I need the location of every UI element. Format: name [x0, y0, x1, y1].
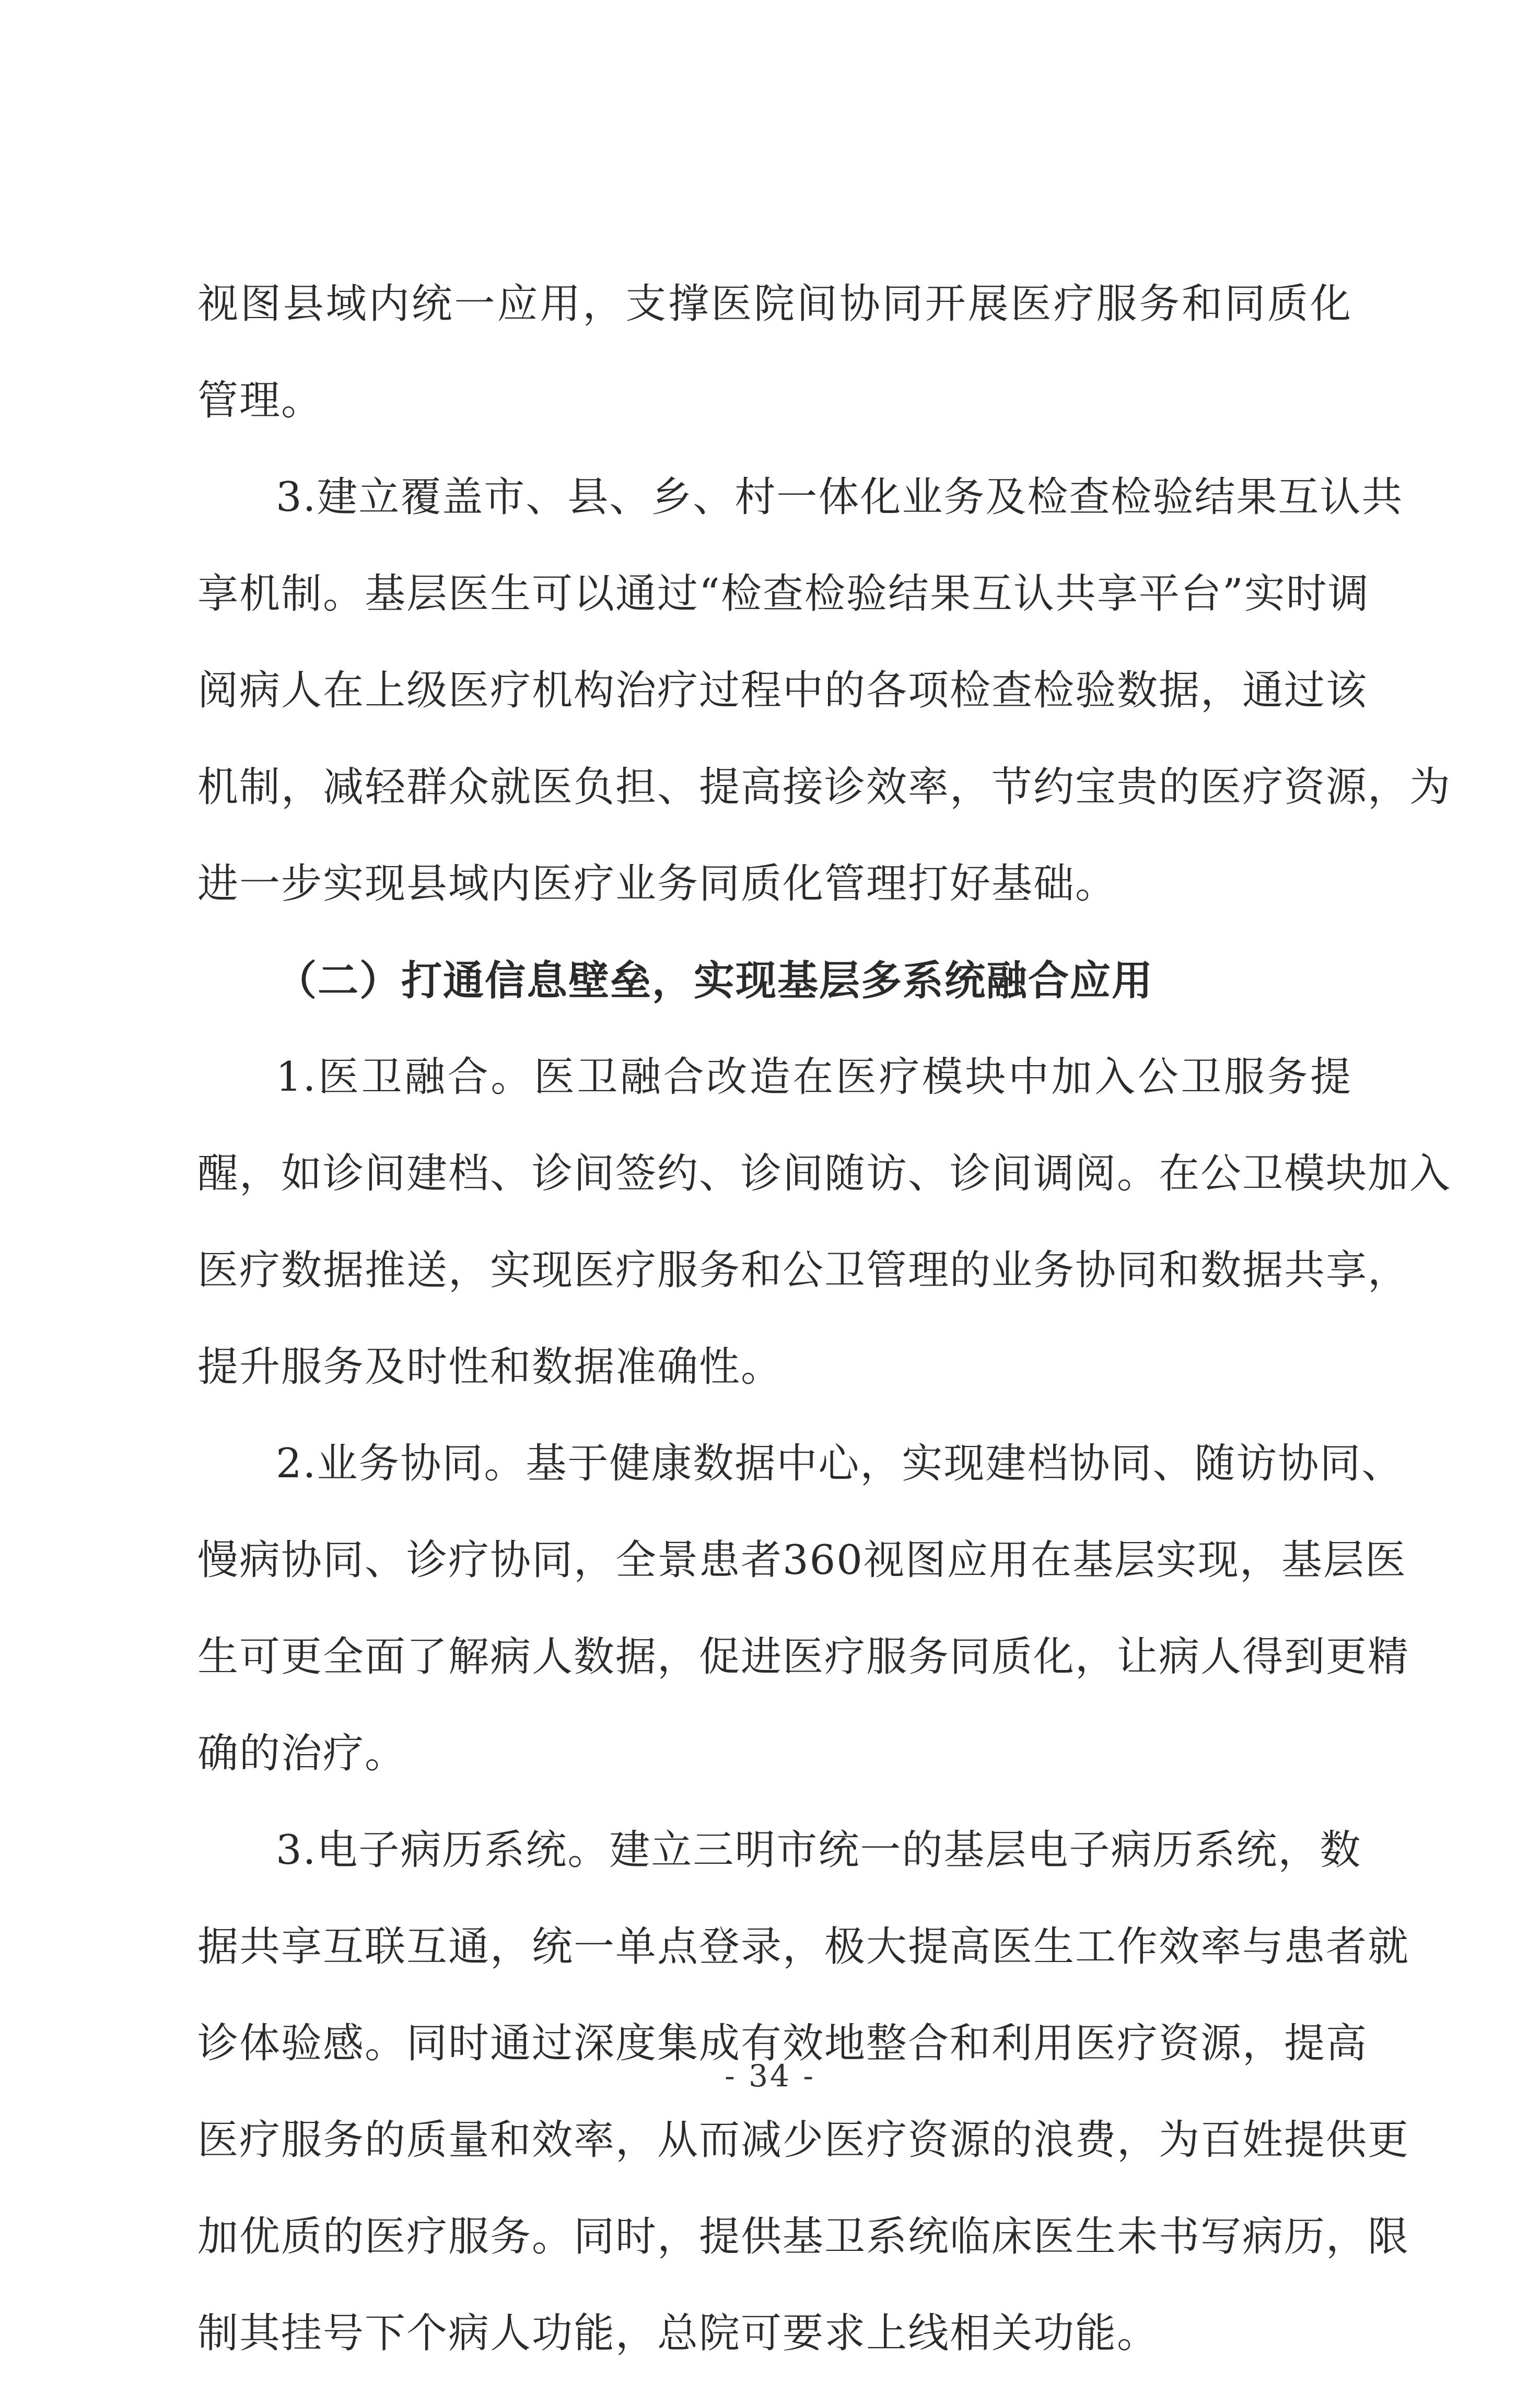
text-line: 确的治疗。 — [197, 1730, 407, 1777]
text-line: 据共享互联互通，统一单点登录，极大提高医生工作效率与患者就 — [197, 1923, 1410, 1970]
page-number: - 34 - — [725, 2058, 815, 2094]
text-line: 3.建立覆盖市、县、乡、村一体化业务及检查检验结果互认共 — [276, 474, 1404, 521]
section-heading: （二）打通信息壁垒，实现基层多系统融合应用 — [276, 957, 1154, 1005]
text-line: 管理。 — [197, 377, 323, 424]
text-line: 生可更全面了解病人数据，促进医疗服务同质化，让病人得到更精 — [197, 1633, 1410, 1680]
text-line: 制其挂号下个病人功能，总院可要求上线相关功能。 — [197, 2310, 1159, 2357]
text-line: 提升服务及时性和数据准确性。 — [197, 1344, 783, 1391]
text-line: 阅病人在上级医疗机构治疗过程中的各项检查检验数据，通过该 — [197, 667, 1368, 714]
text-line: 加优质的医疗服务。同时，提供基卫系统临床医生未书写病历，限 — [197, 2213, 1410, 2260]
text-line: 医疗服务的质量和效率，从而减少医疗资源的浪费，为百姓提供更 — [197, 2117, 1410, 2164]
text-line: 享机制。基层医生可以通过“检查检验结果互认共享平台”实时调 — [197, 570, 1370, 617]
text-line: 诊体验感。同时通过深度集成有效地整合和利用医疗资源，提高 — [197, 2020, 1368, 2067]
text-line: 1.医卫融合。医卫融合改造在医疗模块中加入公卫服务提 — [276, 1054, 1352, 1101]
text-line: 机制，减轻群众就医负担、提高接诊效率，节约宝贵的医疗资源，为 — [197, 764, 1452, 811]
text-line: 进一步实现县域内医疗业务同质化管理打好基础。 — [197, 860, 1117, 907]
text-line: 2.业务协同。基于健康数据中心，实现建档协同、随访协同、 — [276, 1440, 1404, 1487]
text-line: 醒，如诊间建档、诊间签约、诊间随访、诊间调阅。在公卫模块加入 — [197, 1150, 1452, 1197]
text-line: 医疗数据推送，实现医疗服务和公卫管理的业务协同和数据共享， — [197, 1247, 1410, 1294]
text-line: 慢病协同、诊疗协同，全景患者360视图应用在基层实现，基层医 — [197, 1537, 1407, 1584]
text-line: 3.电子病历系统。建立三明市统一的基层电子病历系统，数 — [276, 1827, 1362, 1874]
text-line: 视图县域内统一应用，支撑医院间协同开展医疗服务和同质化 — [197, 281, 1352, 328]
